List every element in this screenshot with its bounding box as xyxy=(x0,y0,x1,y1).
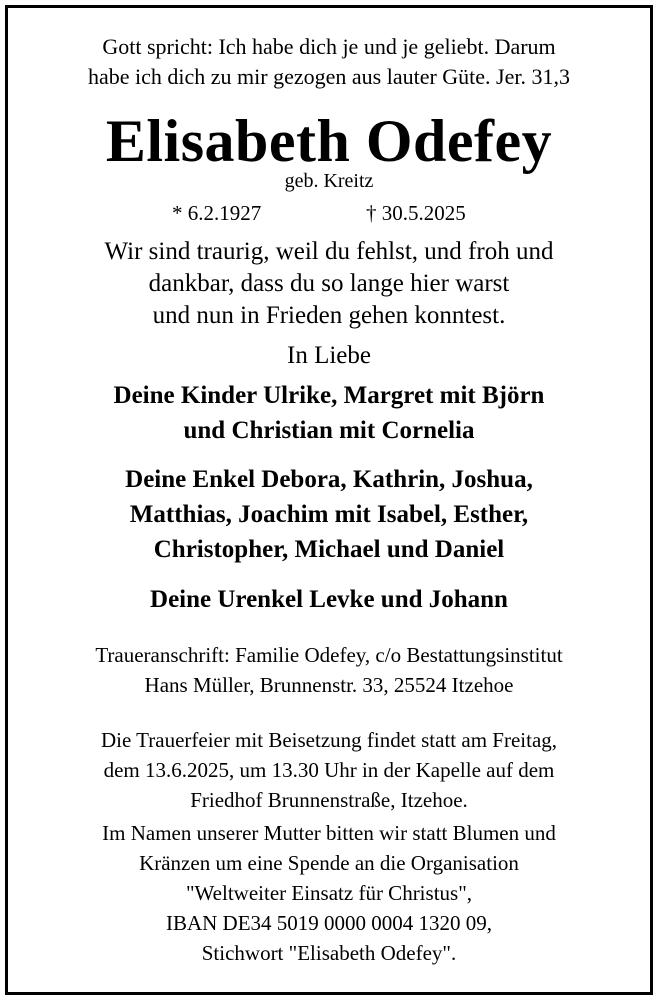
donation-line: Stichwort "Elisabeth Odefey". xyxy=(201,941,457,965)
deceased-name: Elisabeth Odefey xyxy=(105,108,553,174)
address-line: Traueranschrift: Familie Odefey, c/o Bestattungsinstitut xyxy=(95,643,563,667)
death-date: † 30.5.2025 xyxy=(366,201,466,225)
service-line: Die Trauerfeier mit Beisetzung findet statt am Freitag, xyxy=(100,728,558,752)
grandchildren-line: Matthias, Joachim mit Isabel, Esther, xyxy=(129,501,529,528)
address-line: Hans Müller, Brunnenstr. 33, 25524 Itzehoe xyxy=(144,673,514,697)
birth-date: * 6.2.1927 xyxy=(172,201,262,225)
in-love-line: In Liebe xyxy=(287,342,371,369)
children-line: und Christian mit Cornelia xyxy=(183,417,475,444)
donation-line: "Weltweiter Einsatz für Christus", xyxy=(185,881,473,905)
message-line: dankbar, dass du so lange hier warst xyxy=(148,270,510,297)
maiden-name: geb. Kreitz xyxy=(284,170,374,192)
donation-line: Kränzen um eine Spende an die Organisation xyxy=(139,851,519,875)
donation-line: Im Namen unserer Mutter bitten wir statt Blumen und xyxy=(102,821,556,845)
message-line: und nun in Frieden gehen konntest. xyxy=(152,302,506,329)
verse-line: habe ich dich zu mir gezogen aus lauter Güte. Jer. 31,3 xyxy=(87,64,570,89)
message-line: Wir sind traurig, weil du fehlst, und froh und xyxy=(104,238,554,265)
service-line: Friedhof Brunnenstraße, Itzehoe. xyxy=(190,788,468,812)
grandchildren-line: Deine Enkel Debora, Kathrin, Joshua, xyxy=(125,466,533,493)
verse-line: Gott spricht: Ich habe dich je und je geliebt. Darum xyxy=(102,34,556,59)
donation-line: IBAN DE34 5019 0000 0004 1320 09, xyxy=(165,911,493,935)
great-grandchildren-line: Deine Urenkel Levke und Johann xyxy=(150,586,508,613)
children-line: Deine Kinder Ulrike, Margret mit Björn xyxy=(113,382,545,409)
grandchildren-line: Christopher, Michael und Daniel xyxy=(153,536,505,563)
service-line: dem 13.6.2025, um 13.30 Uhr in der Kapelle auf dem xyxy=(103,758,555,782)
